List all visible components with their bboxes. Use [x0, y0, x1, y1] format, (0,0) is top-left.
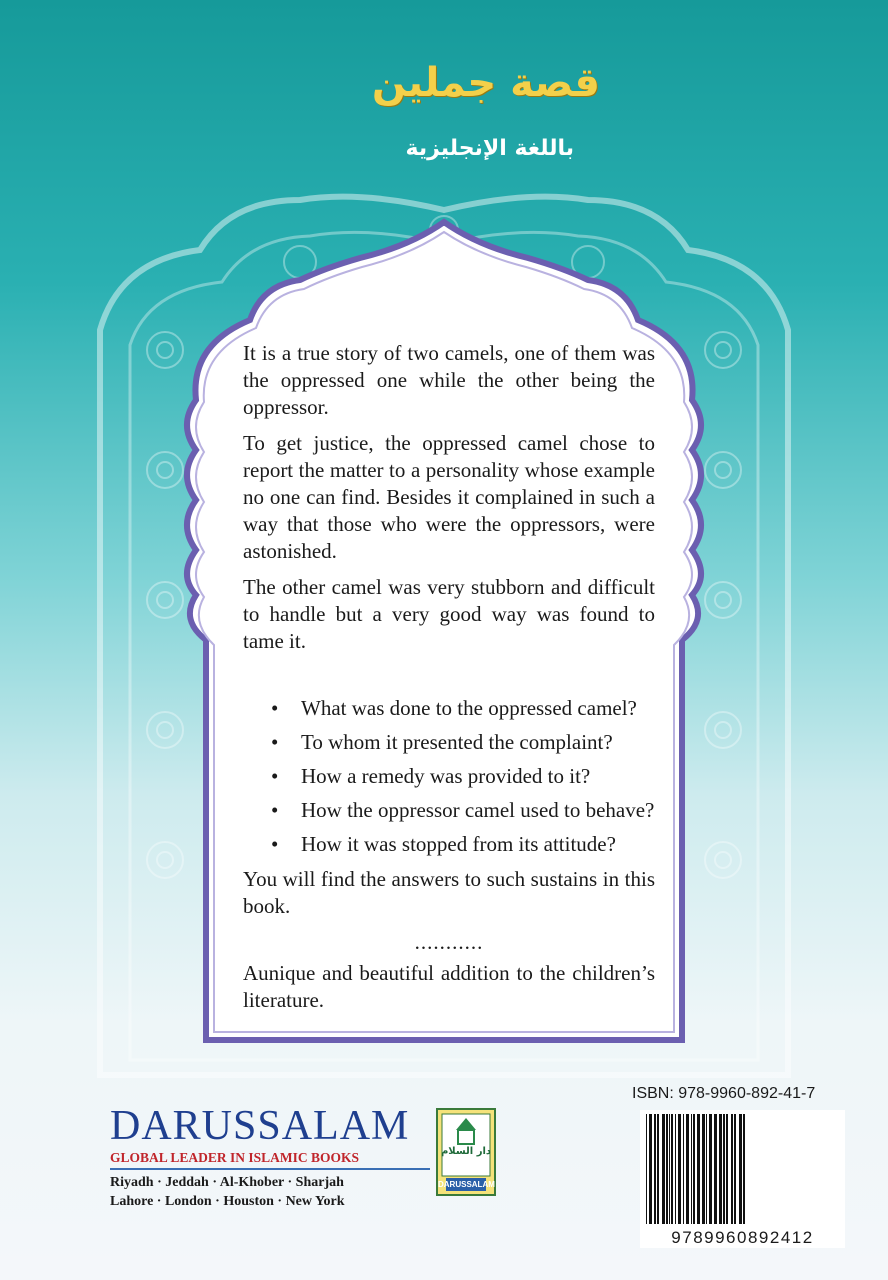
- answer-line: You will find the answers to such sustains in this book.: [243, 867, 655, 918]
- barcode-bar: [734, 1114, 736, 1224]
- barcode-bar: [702, 1114, 705, 1224]
- barcode-bar: [675, 1114, 676, 1224]
- blurb: [243, 340, 655, 1023]
- publisher-cities: [110, 1173, 430, 1211]
- bullet-icon: •: [271, 832, 279, 856]
- question-text: How it was stopped from its attitude?: [301, 832, 616, 856]
- blurb-paragraph-3: The other camel was very stubborn and difficult to handle but a very good way was found to tame it.: [243, 575, 655, 653]
- publisher-name: DARUSSALAM: [110, 1103, 410, 1149]
- barcode-bar: [657, 1114, 659, 1224]
- question-list: [243, 695, 655, 858]
- barcode-bar: [666, 1114, 668, 1224]
- bullet-icon: •: [271, 798, 279, 822]
- list-item: [271, 763, 655, 790]
- logo-arabic-text: دار السلام: [440, 1146, 492, 1157]
- closing-line: Aunique and beautiful addition to the children’s literature.: [243, 961, 655, 1012]
- barcode-bar: [739, 1114, 742, 1224]
- question-text: What was done to the oppressed camel?: [301, 696, 637, 720]
- barcode-bar: [714, 1114, 717, 1224]
- question-text: To whom it presented the complaint?: [301, 730, 613, 754]
- barcode-bar: [709, 1114, 712, 1224]
- barcode-bar: [731, 1114, 733, 1224]
- arabic-subtitle: باللغة الإنجليزية: [405, 136, 574, 161]
- bullet-icon: •: [271, 696, 279, 720]
- list-item: [271, 729, 655, 756]
- barcode-bar: [686, 1114, 689, 1224]
- question-text: How the oppressor camel used to behave?: [301, 798, 655, 822]
- barcode-bar: [706, 1114, 707, 1224]
- cities-line-1: Riyadh · Jeddah · Al-Khober · Sharjah: [110, 1175, 344, 1190]
- barcode-bar: [719, 1114, 722, 1224]
- barcode-bar: [646, 1114, 647, 1224]
- isbn-label: ISBN: 978-9960-892-41-7: [632, 1085, 816, 1102]
- publisher-block: [110, 1104, 430, 1211]
- list-item: [271, 695, 655, 722]
- barcode-bar: [649, 1114, 652, 1224]
- barcode-bar: [678, 1114, 681, 1224]
- publisher-tagline: GLOBAL LEADER IN ISLAMIC BOOKS: [110, 1150, 430, 1170]
- list-item: [271, 831, 655, 858]
- barcode-bar: [671, 1114, 673, 1224]
- logo-label: DARUSSALAM: [438, 1180, 495, 1189]
- barcode-bar: [723, 1114, 725, 1224]
- barcode-bar: [662, 1114, 665, 1224]
- barcode-bar: [654, 1114, 656, 1224]
- barcode-bar: [697, 1114, 700, 1224]
- barcode-number: 9789960892412: [640, 1228, 845, 1248]
- barcode-bar: [726, 1114, 728, 1224]
- barcode-bar: [743, 1114, 745, 1224]
- arabic-title: قصة جملين: [371, 60, 600, 106]
- separator: ...........: [414, 930, 484, 954]
- question-text: How a remedy was provided to it?: [301, 764, 591, 788]
- barcode-bar: [693, 1114, 695, 1224]
- list-item: [271, 797, 655, 824]
- barcode-bar: [691, 1114, 692, 1224]
- bullet-icon: •: [271, 730, 279, 754]
- barcode-bar: [683, 1114, 684, 1224]
- cities-line-2: Lahore · London · Houston · New York: [110, 1194, 345, 1209]
- barcode: [640, 1110, 845, 1228]
- barcode-bar: [669, 1114, 670, 1224]
- blurb-paragraph-1: It is a true story of two camels, one of them was the oppressed one while the other being the oppressor.: [243, 341, 655, 419]
- blurb-paragraph-2: To get justice, the oppressed camel chose to report the matter to a personality whose example no one can find. Besides it complained in such a way that those who were the oppressors, were astonished.: [243, 431, 655, 563]
- bullet-icon: •: [271, 764, 279, 788]
